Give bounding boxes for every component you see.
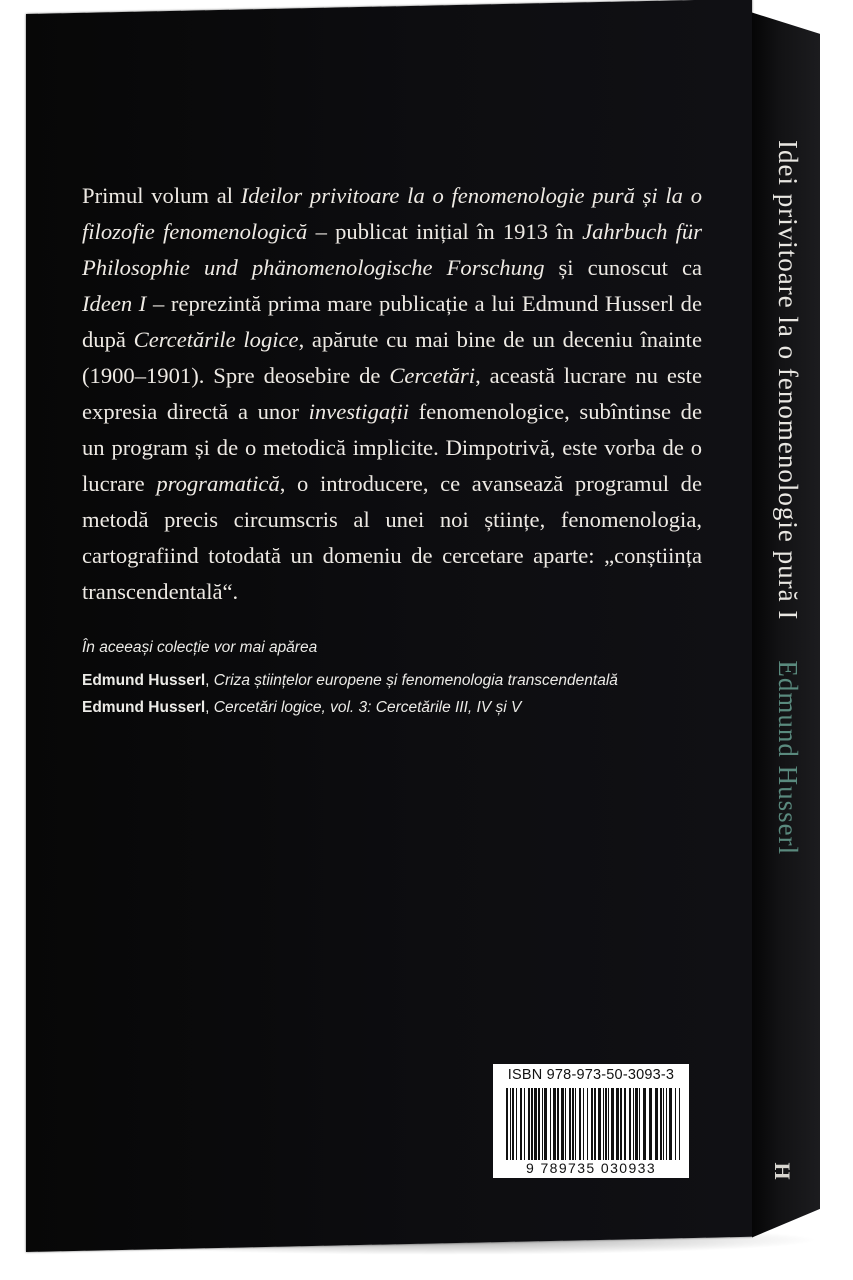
barcode-bar xyxy=(550,1088,551,1160)
blurb-text-run: – publicat inițial în 1913 în xyxy=(307,219,583,244)
blurb-text-run: , această lucrare nu este expresia directă a unor xyxy=(82,363,702,424)
barcode-bar xyxy=(524,1088,525,1160)
series-list xyxy=(82,634,722,721)
series-item-title: Cercetări logice, vol. 3: Cercetările III, IV și V xyxy=(213,699,522,716)
barcode-bar xyxy=(587,1088,588,1160)
ean-digits: 9 789735 030933 xyxy=(526,1160,656,1176)
barcode-bar xyxy=(675,1088,676,1160)
barcode-bar xyxy=(603,1088,604,1160)
barcode-bar xyxy=(520,1088,522,1160)
series-item: Edmund Husserl, Criza științelor europene și fenomenologia transcendentală xyxy=(82,672,618,689)
spine-text xyxy=(772,140,803,1140)
blurb-italic-run: Ideen I xyxy=(82,291,147,316)
barcode-bar xyxy=(605,1088,607,1160)
series-heading: În aceeași colecție vor mai apărea xyxy=(82,639,318,656)
blurb-text-run: Primul volum al xyxy=(82,183,241,208)
blurb-text-run: , o introducere, ce avansează programul de metodă precis circumscris al unei noi științe, fenomenologia, cartografiind totodată un domeniu de cercetare aparte: „conștiința transcendentală“. xyxy=(82,471,702,604)
barcode-bar xyxy=(569,1088,571,1160)
series-item: Edmund Husserl, Cercetări logice, vol. 3: Cercetările III, IV și V xyxy=(82,699,522,716)
barcode-bar xyxy=(620,1088,622,1160)
barcode-bar xyxy=(572,1088,574,1160)
barcode-bar xyxy=(538,1088,540,1160)
back-cover-blurb xyxy=(82,178,702,610)
barcode-label xyxy=(493,1064,689,1178)
barcode-bar xyxy=(611,1088,614,1160)
barcode-bar xyxy=(579,1088,581,1160)
blurb-text-run: , apărute cu mai bine de un deceniu înainte (1900–1901). Spre deosebire de xyxy=(82,327,702,388)
barcode-bar xyxy=(512,1088,514,1160)
blurb-italic-run: Jahrbuch für Philosophie und phänomenologische Forschung xyxy=(82,219,702,280)
barcode-icon xyxy=(505,1088,681,1160)
barcode-bar xyxy=(608,1088,609,1160)
isbn-text: ISBN 978-973-50-3093-3 xyxy=(507,1067,675,1083)
barcode-bar xyxy=(591,1088,593,1160)
barcode-bar xyxy=(616,1088,619,1160)
blurb-italic-run: investigații xyxy=(308,399,410,424)
barcode-bar xyxy=(553,1088,556,1160)
barcode-bar xyxy=(649,1088,652,1160)
series-item-title: Criza științelor europene și fenomenologia transcendentală xyxy=(213,672,618,689)
barcode-bar xyxy=(655,1088,658,1160)
barcode-bar xyxy=(528,1088,530,1160)
blurb-italic-run: Ideilor privitoare la o fenomenologie pură și la o filozofie fenomenologică xyxy=(82,183,702,244)
barcode-bar xyxy=(594,1088,596,1160)
blurb-text-run: fenomenologice, subîntinse de un program și de o metodică implicite. Dimpotrivă, este vorba de o lucrare xyxy=(82,399,702,496)
barcode-bar xyxy=(575,1088,576,1160)
barcode-bar xyxy=(629,1088,631,1160)
barcode-bar xyxy=(583,1088,584,1160)
barcode-bar xyxy=(643,1088,646,1160)
blurb-italic-run: Cercetările logice xyxy=(133,327,299,352)
barcode-bar xyxy=(557,1088,559,1160)
barcode-bar xyxy=(531,1088,533,1160)
barcode-bar xyxy=(561,1088,564,1160)
publisher-logo-icon: H xyxy=(770,1162,795,1180)
barcode-bar xyxy=(544,1088,547,1160)
barcode-bar xyxy=(669,1088,672,1160)
barcode-bar xyxy=(635,1088,638,1160)
barcode-bar xyxy=(624,1088,626,1160)
barcode-bar xyxy=(639,1088,640,1160)
blurb-text-run: și cunoscut ca xyxy=(544,255,702,280)
blurb-italic-run: Cercetări xyxy=(389,363,476,388)
barcode-bar xyxy=(663,1088,664,1160)
barcode-bar xyxy=(534,1088,537,1160)
blurb-text-run: – reprezintă prima mare publicație a lui Edmund Husserl de după xyxy=(82,291,702,352)
barcode-bar xyxy=(633,1088,634,1160)
blurb-italic-run: programatică xyxy=(156,471,280,496)
spine-author: Edmund Husserl xyxy=(773,660,803,856)
barcode-bar xyxy=(679,1088,680,1160)
barcode-bar xyxy=(666,1088,667,1160)
barcode-bar xyxy=(598,1088,601,1160)
series-item-author: Edmund Husserl xyxy=(82,672,206,689)
spine-title: Idei privitoare la o fenomenologie pură I xyxy=(773,140,803,621)
barcode-bar xyxy=(516,1088,517,1160)
barcode-bar xyxy=(542,1088,543,1160)
barcode-bar xyxy=(660,1088,662,1160)
barcode-bar xyxy=(506,1088,508,1160)
barcode-bar xyxy=(510,1088,511,1160)
series-item-author: Edmund Husserl xyxy=(82,699,206,716)
barcode-bar xyxy=(565,1088,566,1160)
